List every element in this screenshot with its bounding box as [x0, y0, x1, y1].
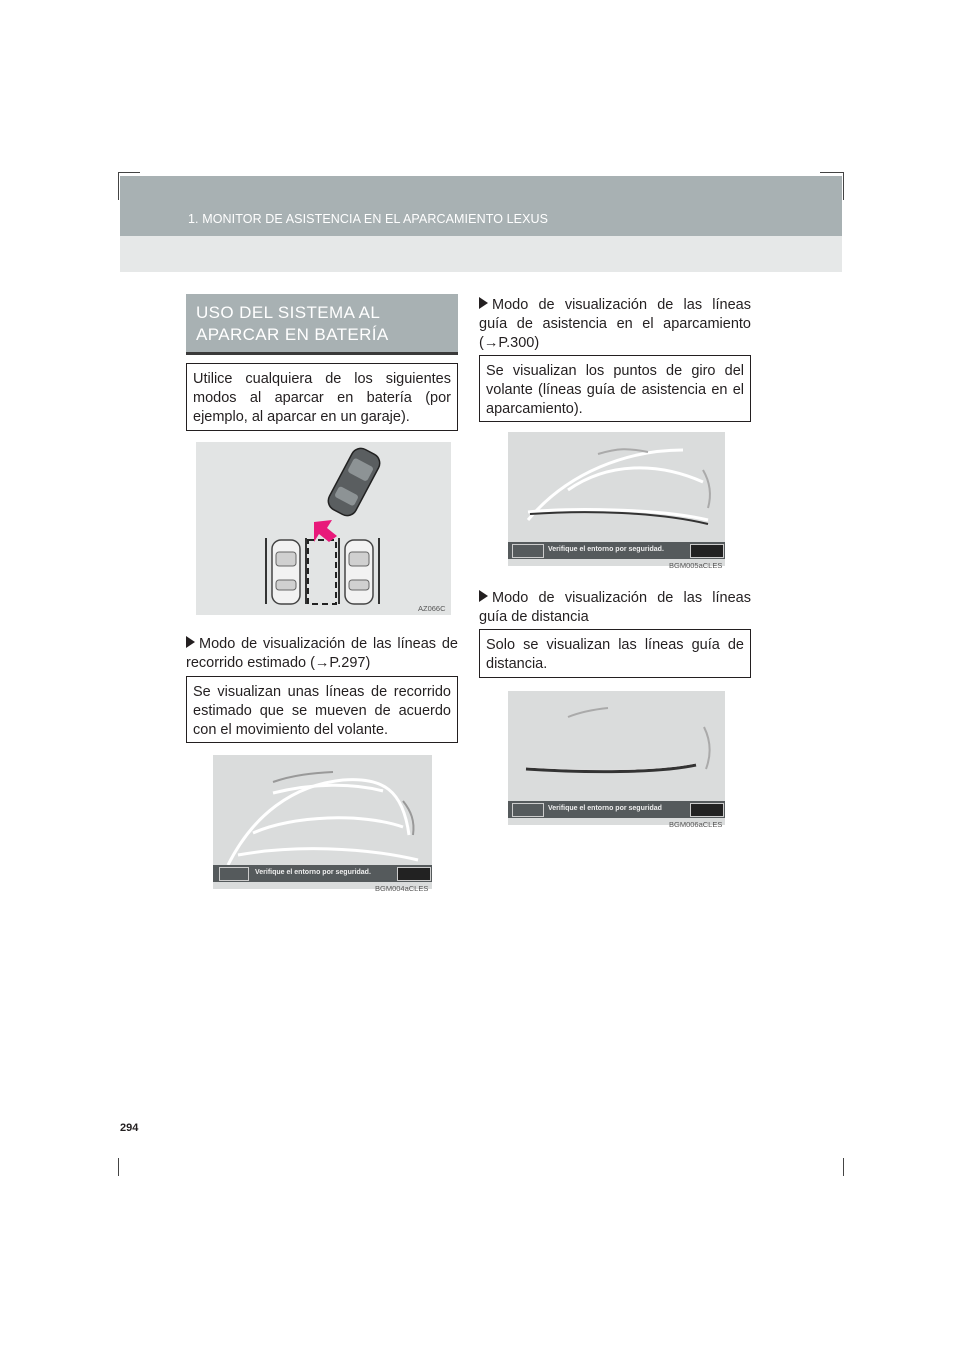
camera-caution-text: Verifique el entorno por seguridad	[548, 805, 662, 812]
mode-heading-assist: Modo de visualización de las líneas guía de asistencia en el aparcamiento (→P.300)	[479, 297, 751, 351]
camera-switch-icon	[690, 803, 724, 817]
bullet-icon	[186, 636, 195, 648]
arrow-icon	[314, 520, 337, 542]
chapter-title: 1. MONITOR DE ASISTENCIA EN EL APARCAMIENTO LEXUS	[188, 212, 549, 226]
mode-icon	[512, 544, 544, 558]
crop-mark	[118, 172, 119, 200]
camera-caution-text: Verifique el entorno por seguridad.	[548, 546, 664, 553]
parking-illustration	[196, 442, 451, 615]
camera-view-distance	[508, 691, 725, 825]
crop-mark	[118, 172, 140, 173]
mode-heading-distance: Modo de visualización de las líneas guía de distancia	[479, 590, 751, 625]
section-underline	[186, 352, 458, 355]
figure-code: AZ066C	[418, 604, 446, 613]
figure-code: BGM004aCLES	[375, 884, 429, 893]
camera-view-assist	[508, 432, 725, 566]
crop-mark	[118, 1158, 119, 1176]
crop-mark	[843, 172, 844, 200]
mode-icon	[512, 803, 544, 817]
mode-heading-estimated: Modo de visualización de las líneas de recorrido estimado (→P.297)	[186, 636, 458, 671]
bullet-icon	[479, 590, 488, 602]
bullet-icon	[479, 297, 488, 309]
camera-switch-icon	[690, 544, 724, 558]
camera-caution-text: Verifique el entorno por seguridad.	[255, 869, 371, 876]
mode-icon	[219, 867, 249, 881]
mode-desc-estimated: Se visualizan unas líneas de recorrido estimado que se mueven de acuerdo con el movimiento del volante.	[186, 676, 458, 743]
mode-desc-distance: Solo se visualizan las líneas guía de distancia.	[479, 629, 751, 678]
camera-view-estimated	[213, 755, 432, 889]
page-number: 294	[120, 1122, 139, 1134]
header-bar	[120, 176, 842, 236]
mode-desc-assist: Se visualizan los puntos de giro del volante (líneas guía de asistencia en el aparcamiento).	[479, 355, 751, 422]
section-title: USO DEL SISTEMA AL APARCAR EN BATERÍA	[196, 303, 389, 344]
parking-diagram	[196, 442, 451, 615]
intro-box: Utilice cualquiera de los siguientes modos al aparcar en batería (por ejemplo, al aparcar en un garaje).	[186, 363, 458, 431]
camera-switch-icon	[397, 867, 431, 881]
figure-code: BGM005aCLES	[669, 561, 723, 570]
crop-mark	[820, 172, 844, 173]
figure-code: BGM006aCLES	[669, 820, 723, 829]
crop-mark	[843, 1158, 844, 1176]
